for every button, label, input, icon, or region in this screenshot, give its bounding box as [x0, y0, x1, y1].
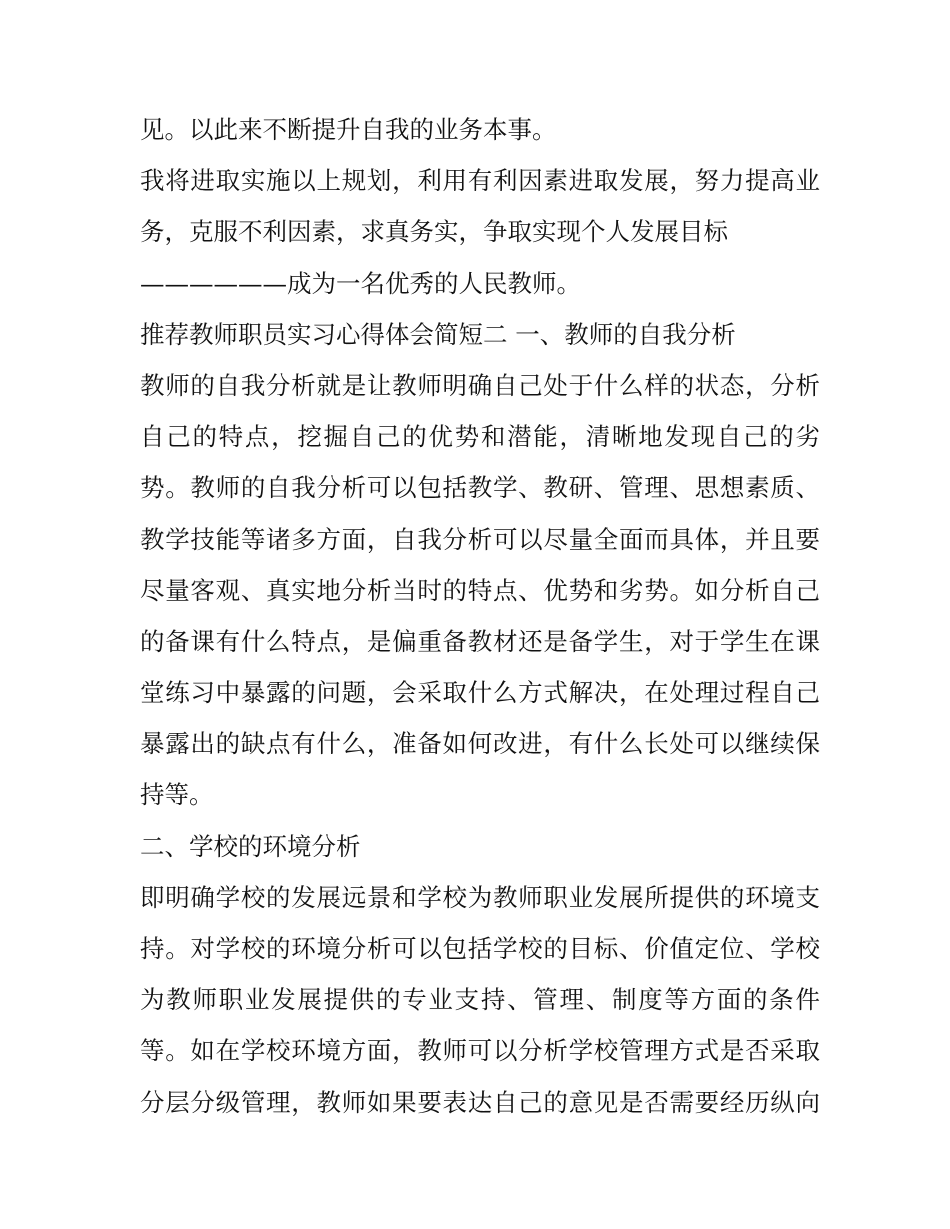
text-line: 尽量客观、真实地分析当时的特点、优势和劣势。如分析自己 [140, 575, 820, 605]
text-line: 教学技能等诸多方面，自我分析可以尽量全面而具体，并且要 [140, 524, 820, 554]
text-line: 等。如在学校环境方面，教师可以分析学校管理方式是否采取 [140, 1036, 820, 1066]
text-line: 我将进取实施以上规划，利用有利因素进取发展，努力提高业 [140, 166, 820, 196]
text-line: 持等。 [140, 780, 214, 810]
text-line: 持。对学校的环境分析可以包括学校的目标、价值定位、学校 [140, 934, 820, 963]
text-line: 推荐教师职员实习心得体会简短二 一、教师的自我分析 [140, 319, 736, 349]
text-line: 教师的自我分析就是让教师明确自己处于什么样的状态，分析 [140, 370, 820, 400]
text-line: 二、学校的环境分析 [140, 831, 361, 861]
text-line: 暴露出的缺点有什么，准备如何改进，有什么长处可以继续保 [140, 729, 820, 759]
body-text [140, 104, 820, 1128]
text-line: 即明确学校的发展远景和学校为教师职业发展所提供的环境支 [140, 882, 820, 912]
text-line: 为教师职业发展提供的专业支持、管理、制度等方面的条件 [140, 985, 820, 1015]
text-line: 见。以此来不断提升自我的业务本事。 [140, 115, 557, 144]
text-line: 自己的特点，挖掘自己的优势和潜能，清晰地发现自己的劣 [140, 422, 820, 452]
text-line: 势。教师的自我分析可以包括教学、教研、管理、思想素质、 [140, 473, 820, 503]
text-line: 堂练习中暴露的问题，会采取什么方式解决，在处理过程自己 [140, 678, 820, 708]
text-line: 的备课有什么特点，是偏重备教材还是备学生，对于学生在课 [140, 626, 820, 656]
text-line: 务，克服不利因素，求真务实，争取实现个人发展目标 [140, 217, 728, 247]
text-line: 分层分级管理，教师如果要表达自己的意见是否需要经历纵向 [140, 1087, 820, 1117]
text-line: ——————成为一名优秀的人民教师。 [140, 268, 581, 298]
